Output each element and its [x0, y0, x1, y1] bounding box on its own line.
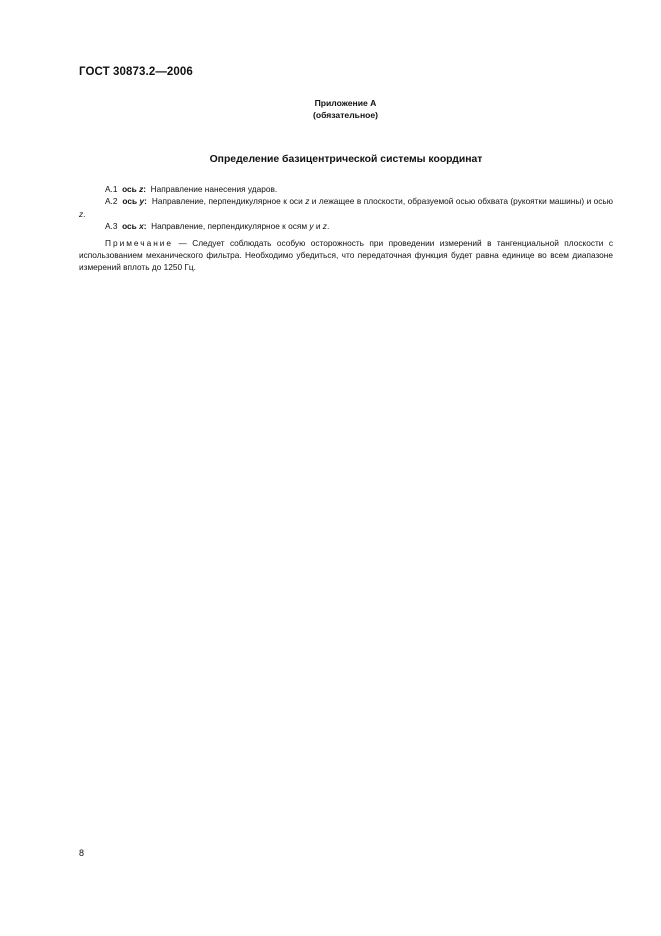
body-text	[79, 183, 613, 274]
term-suffix: :	[144, 196, 147, 207]
term-axis: y	[139, 196, 145, 207]
term-suffix: :	[143, 184, 146, 194]
definition-term	[122, 221, 146, 231]
definition-text-part3: .	[326, 221, 330, 232]
definition-text-axis2: z	[322, 221, 327, 232]
note-text: — Следует соблюдать особую осторожность при проведении измерений в тангенциальной плоскости с использованием механического фильтра. Необходимо убедиться, что передаточная функция будет равна единице во всем диапазоне измерений вплоть до 1250 Гц.	[79, 237, 613, 273]
term-axis: x	[139, 221, 144, 232]
definition-text-part1: Направление, перпендикулярное к оси	[151, 196, 306, 207]
appendix-status: (обязательное)	[312, 110, 379, 120]
term-prefix: ось	[122, 196, 140, 207]
term-axis: z	[139, 184, 144, 194]
definition-number: А.3	[105, 221, 118, 232]
definition-term	[122, 184, 146, 194]
definition-text-axis1: y	[309, 221, 314, 232]
page-number: 8	[79, 848, 85, 858]
definition-text-part1: Направление, перпендикулярное к осям	[151, 221, 310, 232]
document-standard-number: ГОСТ 30873.2—2006	[79, 66, 193, 78]
note-paragraph	[79, 237, 613, 274]
definition-text-part2: и	[313, 221, 323, 232]
definition-text-axis1: z	[305, 196, 310, 207]
definition-number: А.1	[105, 184, 118, 194]
definition-a2	[79, 195, 613, 220]
note-label: Примечание	[105, 237, 174, 248]
section-title: Определение базицентрической системы координат	[209, 154, 483, 165]
definition-text-part3: .	[83, 208, 86, 219]
appendix-title: Приложение А	[314, 98, 377, 108]
definition-number: А.2	[105, 196, 118, 207]
term-prefix: ось	[122, 184, 140, 194]
definition-a3	[79, 220, 613, 232]
appendix-heading	[0, 97, 661, 121]
term-prefix: ось	[122, 221, 140, 232]
definition-text-axis2: z	[79, 208, 84, 219]
definition-text-part2: и лежащее в плоскости, образуемой осью обхвата (рукоятки машины) и осью	[309, 196, 613, 207]
term-suffix: :	[143, 221, 147, 232]
definition-term	[122, 196, 147, 206]
definition-text: Направление нанесения ударов.	[150, 184, 278, 194]
definition-a1	[79, 183, 613, 195]
